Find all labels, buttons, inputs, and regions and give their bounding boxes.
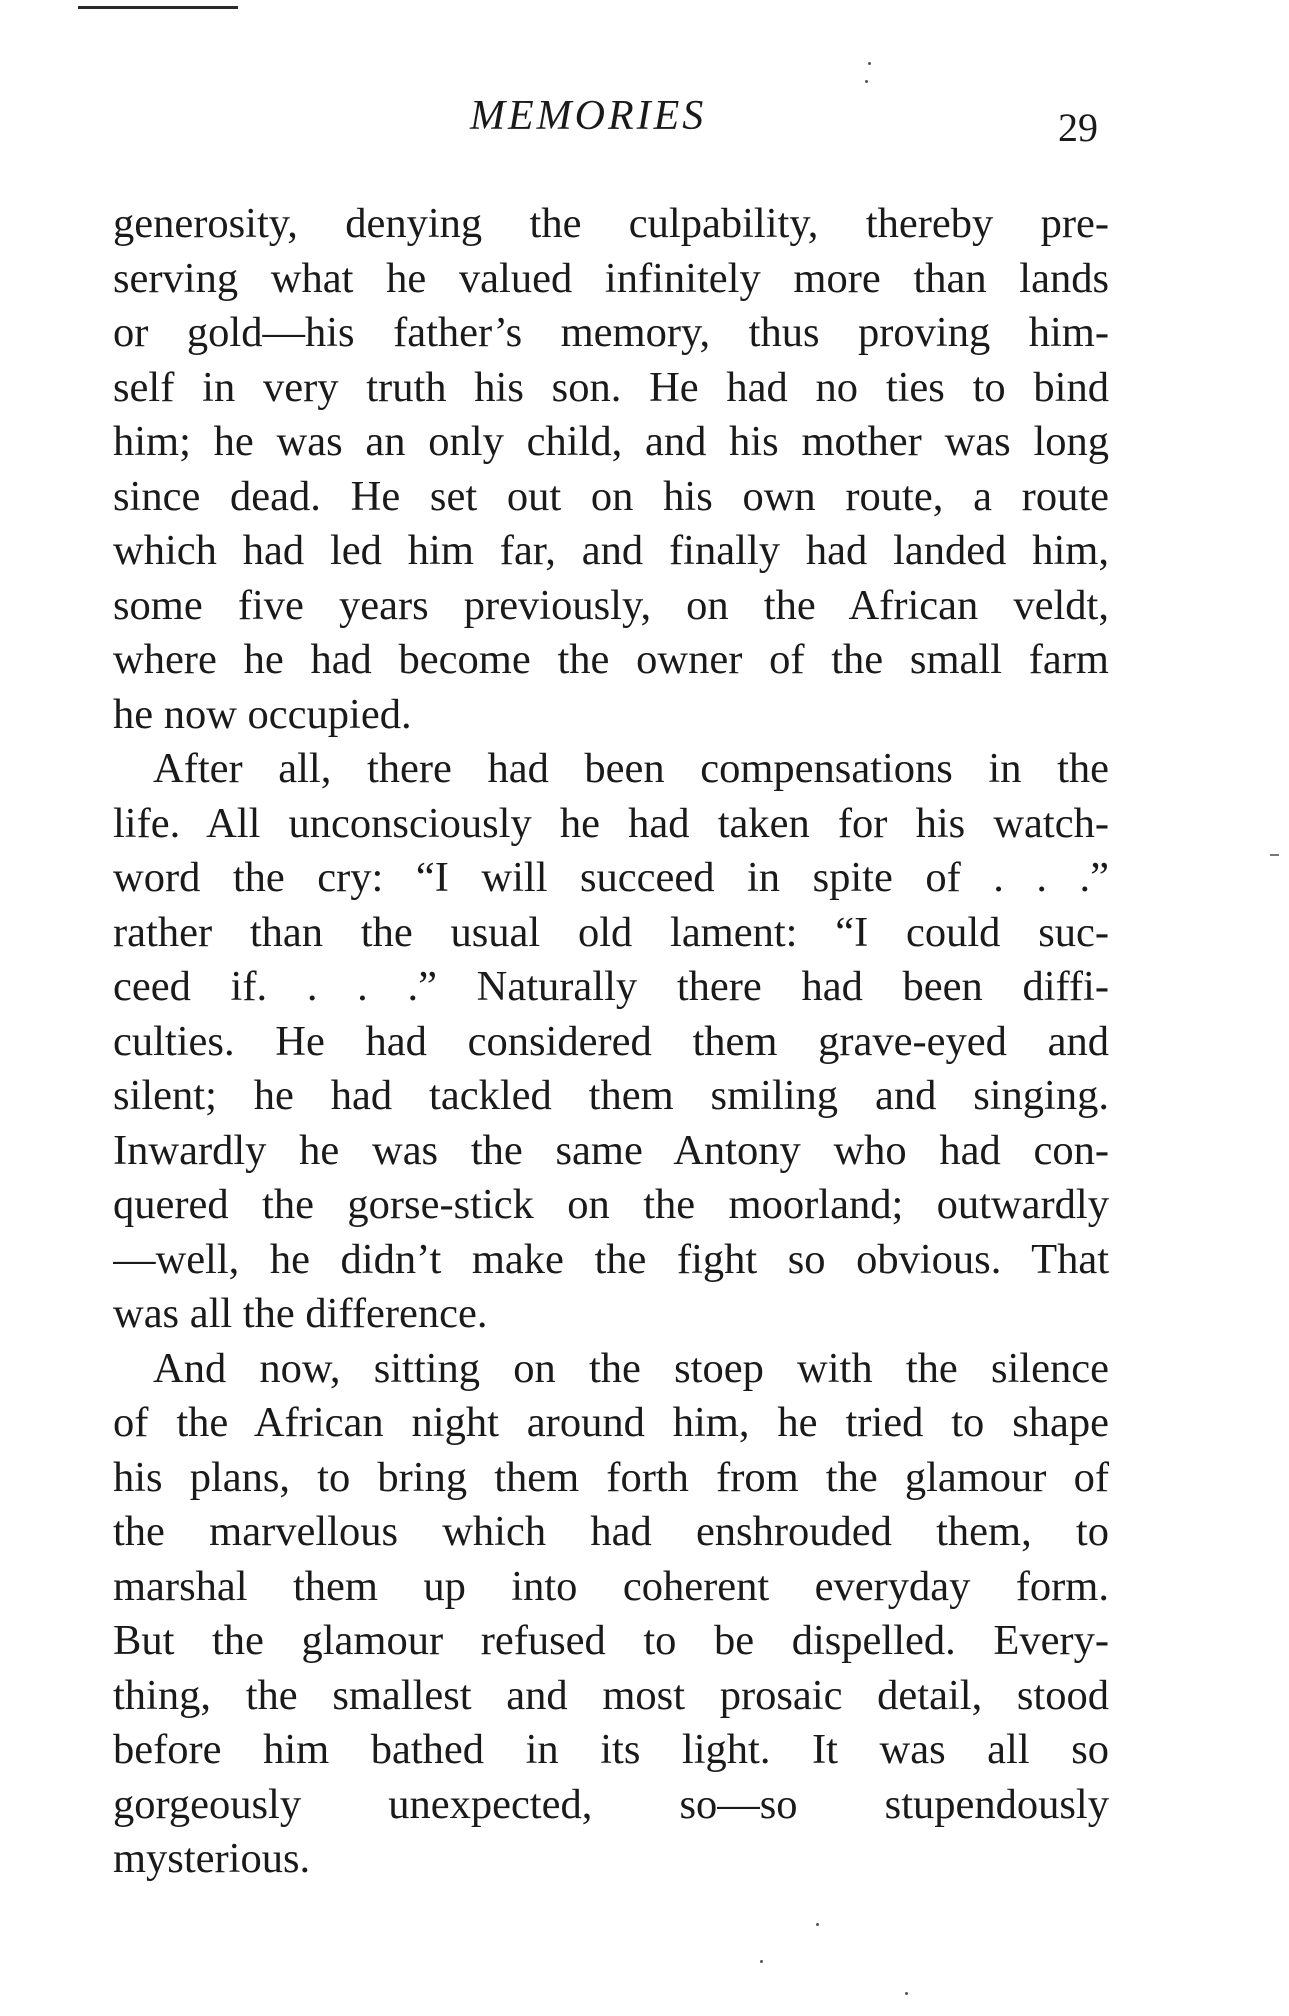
text-line: culties. He had considered them grave-eyed and [113, 1017, 1109, 1065]
text-line: gorgeously unexpected, so—so stupendously [113, 1780, 1109, 1828]
text-line: of the African night around him, he tried to shape [113, 1399, 1109, 1446]
text-line: serving what he valued infinitely more than lands [113, 254, 1109, 302]
text-line: And now, sitting on the stoep with the silence [153, 1344, 1109, 1392]
text-line: But the glamour refused to be dispelled. Every- [113, 1617, 1109, 1664]
text-line: silent; he had tackled them smiling and singing. [113, 1072, 1109, 1119]
paragraph [113, 742, 1109, 1342]
page-number: 29 [1058, 105, 1098, 150]
margin-mark [1270, 854, 1279, 856]
text-line: ceed if. . . .” Naturally there had been diffi- [113, 963, 1109, 1010]
paragraph [113, 1342, 1109, 1887]
text-line: where he had become the owner of the small farm [113, 636, 1109, 683]
text-line: Inwardly he was the same Antony who had con- [113, 1126, 1109, 1174]
body-text [113, 197, 1109, 1887]
print-speck [760, 1960, 763, 1963]
text-line: some five years previously, on the African veldt, [113, 581, 1109, 629]
print-speck [816, 1923, 819, 1926]
text-line: before him bathed in its light. It was all so [113, 1726, 1109, 1773]
text-line: rather than the usual old lament: “I could suc- [113, 908, 1109, 956]
text-line: was all the difference. [113, 1290, 488, 1337]
text-line: since dead. He set out on his own route, a route [113, 472, 1109, 520]
text-line: generosity, denying the culpability, thereby pre- [113, 200, 1109, 247]
text-line: or gold—his father’s memory, thus proving him- [113, 309, 1109, 356]
running-title: MEMORIES [470, 93, 707, 139]
text-line: which had led him far, and finally had landed him, [113, 527, 1109, 574]
text-line: marshal them up into coherent everyday form. [113, 1562, 1109, 1610]
text-line: After all, there had been compensations in the [153, 745, 1109, 792]
text-line: self in very truth his son. He had no ties to bind [113, 363, 1109, 411]
text-line: quered the gorse-stick on the moorland; outwardly [113, 1181, 1109, 1228]
text-line: he now occupied. [113, 690, 412, 738]
print-speck [905, 1992, 908, 1995]
text-line: word the cry: “I will succeed in spite of . . .” [113, 854, 1109, 901]
text-line: the marvellous which had enshrouded them, to [113, 1508, 1109, 1555]
print-speck [865, 80, 868, 83]
text-line: life. All unconsciously he had taken for his watch- [113, 799, 1109, 847]
text-line: his plans, to bring them forth from the glamour of [113, 1453, 1109, 1501]
text-line: mysterious. [113, 1835, 311, 1882]
text-line: —well, he didn’t make the fight so obvious. That [113, 1235, 1109, 1283]
paragraph [113, 197, 1109, 742]
print-speck [868, 62, 871, 65]
text-line: thing, the smallest and most prosaic detail, stood [113, 1671, 1109, 1719]
running-head [0, 92, 1289, 152]
top-edge-rule [78, 6, 238, 9]
text-line: him; he was an only child, and his mother was long [113, 418, 1109, 465]
